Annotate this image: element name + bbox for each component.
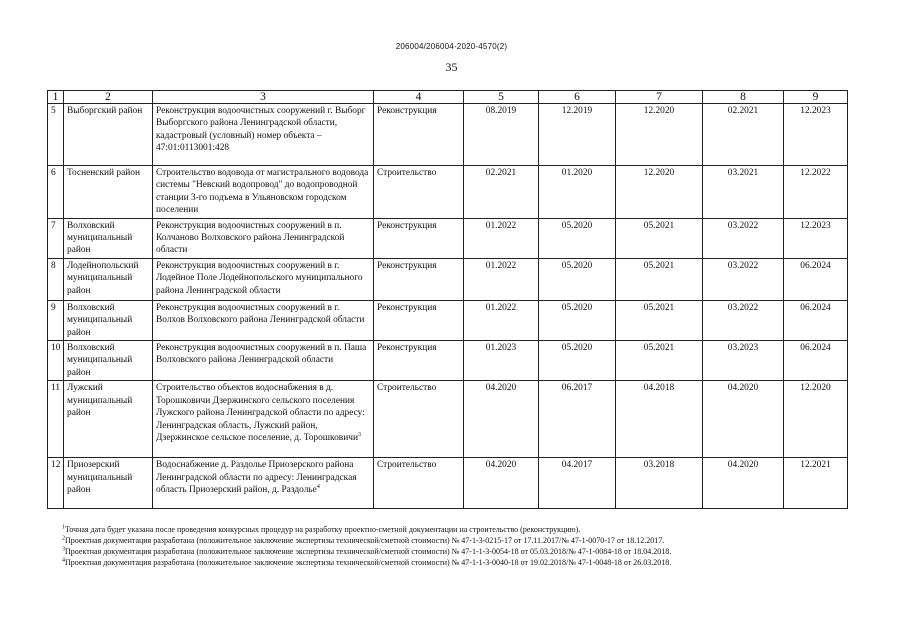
row-number-cell [48, 300, 64, 340]
date-text: 06.2017 [561, 383, 593, 394]
date-text: 01.2022 [485, 302, 517, 313]
object-cell [153, 300, 374, 340]
table-row [48, 104, 848, 166]
table-row [48, 166, 848, 219]
date-text: 04.2020 [485, 383, 517, 394]
object-cell [153, 104, 374, 166]
date-text: 03.2022 [727, 260, 759, 271]
date-text: 03.2023 [727, 343, 759, 354]
date-text: 05.2021 [643, 343, 675, 354]
work-type-text: Реконструкция [377, 106, 437, 116]
date-text: 05.2020 [561, 302, 593, 313]
date-text: 05.2020 [561, 260, 593, 271]
date-text: 04.2020 [727, 460, 759, 471]
date-cell [784, 458, 848, 509]
date-cell [703, 104, 784, 166]
date-cell [616, 218, 703, 258]
date-text: 02.2021 [727, 106, 759, 116]
page-number: 35 [445, 60, 458, 74]
date-cell [539, 166, 616, 219]
date-text: 04.2017 [561, 460, 593, 471]
date-cell [703, 166, 784, 219]
district-cell [64, 166, 153, 219]
table-row [48, 218, 848, 258]
footnote-text: Проектная документация разработана (положительное заключение экспертизы технической/сметной стоимости) № 47-1-1-3-0040-18 от 19.02.2018/№ 47-1-0048-18 от 26.03.2018. [65, 558, 672, 567]
date-cell [539, 258, 616, 300]
district-text: Лодейнопольский муниципальный район [67, 260, 139, 296]
district-cell [64, 218, 153, 258]
object-text: Реконструкция водоочистных сооружений в п. Паша Волховского района Ленинградской области [156, 343, 367, 366]
date-text: 03.2022 [727, 302, 759, 313]
footnote-mark: 1 [62, 524, 65, 531]
district-text: Тосненский район [67, 168, 140, 178]
date-cell [464, 258, 539, 300]
date-text: 06.2024 [800, 343, 831, 354]
date-text: 12.2023 [800, 220, 831, 231]
district-text: Волховский муниципальный район [67, 302, 133, 338]
object-cell [153, 341, 374, 381]
date-cell [703, 258, 784, 300]
object-text: Строительство водовода от магистрального водовода системы "Невский водопровод" до водопроводной станции 3-го подъема в Ульяновском городском поселении [156, 168, 369, 216]
date-text: 12.2020 [643, 168, 675, 178]
row-number-text: 7 [51, 220, 56, 231]
object-cell [153, 258, 374, 300]
row-number-text: 5 [51, 106, 56, 116]
date-text: 12.2022 [800, 168, 831, 178]
work-type-cell [374, 218, 464, 258]
date-text: 12.2020 [643, 106, 675, 116]
object-cell [153, 218, 374, 258]
district-text: Волховский муниципальный район [67, 343, 133, 378]
row-number-cell [48, 341, 64, 381]
date-cell [616, 300, 703, 340]
work-type-text: Реконструкция [377, 220, 437, 231]
work-type-text: Строительство [377, 383, 437, 394]
date-cell [784, 104, 848, 166]
row-number-text: 11 [51, 383, 61, 394]
district-cell [64, 381, 153, 458]
work-type-cell [374, 341, 464, 381]
date-cell [784, 218, 848, 258]
date-cell [616, 381, 703, 458]
column-header: 2 [64, 91, 153, 104]
work-type-cell [374, 258, 464, 300]
date-cell [616, 166, 703, 219]
date-text: 05.2020 [561, 343, 593, 354]
date-text: 04.2020 [727, 383, 759, 394]
district-cell [64, 300, 153, 340]
date-cell [539, 341, 616, 381]
date-text: 01.2022 [485, 220, 517, 231]
footnote-reference: 4 [316, 483, 320, 490]
work-type-text: Реконструкция [377, 260, 437, 271]
date-text: 12.2021 [800, 460, 831, 471]
footnote-text: Проектная документация разработана (положительное заключение экспертизы технической/сметной стоимости) № 47-1-1-3-0054-18 от 05.03.2018/№ 47-1-0084-18 от 18.04.2018. [65, 547, 672, 556]
table-row [48, 458, 848, 509]
date-cell [703, 300, 784, 340]
column-header: 7 [616, 91, 703, 104]
column-header: 1 [48, 91, 64, 104]
date-cell [703, 341, 784, 381]
work-type-cell [374, 166, 464, 219]
row-number-text: 9 [51, 302, 56, 313]
object-text: Реконструкция водоочистных сооружений в г. Лодейное Поле Лодейнопольского муниципального района Ленинградской области [156, 260, 363, 296]
date-cell [464, 458, 539, 509]
footnote-mark: 2 [62, 535, 65, 542]
date-cell [616, 104, 703, 166]
district-cell [64, 341, 153, 381]
date-cell [464, 300, 539, 340]
row-number-text: 10 [51, 343, 61, 354]
row-number-cell [48, 381, 64, 458]
object-text: Реконструкция водоочистных сооружений в г. Волхов Волховского района Ленинградской области [156, 302, 365, 326]
row-number-cell [48, 166, 64, 219]
date-cell [616, 341, 703, 381]
date-text: 03.2022 [727, 220, 759, 231]
district-text: Лужский муниципальный район [67, 383, 133, 419]
district-cell [64, 104, 153, 166]
table-header-row [48, 91, 848, 104]
date-cell [464, 341, 539, 381]
table-row [48, 341, 848, 381]
object-cell [153, 166, 374, 219]
work-type-text: Реконструкция [377, 343, 437, 354]
row-number-text: 8 [51, 260, 56, 271]
column-header: 9 [784, 91, 848, 104]
object-text: Реконструкция водоочистных сооружений г. Выборг Выборгского района Ленинградской области, кадастровый (условный) номер объекта – 47:01:0113001:428 [156, 106, 366, 154]
district-text: Волховский муниципальный район [67, 220, 133, 256]
column-header: 5 [464, 91, 539, 104]
work-type-cell [374, 458, 464, 509]
date-cell [616, 458, 703, 509]
date-text: 04.2020 [485, 460, 517, 471]
footnote-mark: 3 [62, 546, 65, 553]
footnote [62, 546, 842, 557]
date-text: 01.2022 [485, 260, 517, 271]
district-text: Приозерский муниципальный район [67, 460, 133, 496]
work-type-cell [374, 300, 464, 340]
date-cell [464, 104, 539, 166]
date-text: 01.2023 [485, 343, 517, 354]
district-text: Выборгский район [67, 106, 143, 116]
object-cell [153, 381, 374, 458]
work-type-text: Реконструкция [377, 302, 437, 313]
date-text: 05.2021 [643, 302, 675, 313]
district-cell [64, 458, 153, 509]
footnote [62, 557, 842, 568]
column-header: 4 [374, 91, 464, 104]
date-text: 02.2021 [485, 168, 517, 178]
work-type-cell [374, 381, 464, 458]
date-text: 12.2023 [800, 106, 831, 116]
row-number-text: 12 [51, 460, 61, 471]
date-cell [464, 166, 539, 219]
object-cell [153, 458, 374, 509]
date-cell [784, 258, 848, 300]
row-number-text: 6 [51, 168, 56, 178]
date-text: 08.2019 [485, 106, 517, 116]
date-text: 12.2019 [561, 106, 593, 116]
date-text: 05.2020 [561, 220, 593, 231]
date-cell [539, 218, 616, 258]
footnote-text: Проектная документация разработана (положительное заключение экспертизы технической/сметной стоимости) № 47-1-3-0215-17 от 17.11.2017/№ 47-1-0070-17 от 18.12.2017. [65, 536, 665, 545]
date-text: 04.2018 [643, 383, 675, 394]
row-number-cell [48, 458, 64, 509]
work-type-text: Строительство [377, 460, 437, 471]
row-number-cell [48, 218, 64, 258]
work-type-text: Строительство [377, 168, 437, 178]
date-text: 01.2020 [561, 168, 593, 178]
date-cell [539, 300, 616, 340]
object-text: Водоснабжение д. Раздолье Приозерского района Ленинградской области по адресу: Ленинградская область Приозерский район, д. Раздолье [156, 460, 357, 496]
row-number-cell [48, 258, 64, 300]
date-cell [784, 300, 848, 340]
document-id: 206004/206004-2020-4570(2) [395, 42, 508, 51]
row-number-cell [48, 104, 64, 166]
footnote-text: Точная дата будет указана после проведения конкурсных процедур на разработку проектно-сметной документации на строительство (реконструкцию). [65, 525, 581, 534]
date-cell [539, 104, 616, 166]
footnotes [62, 524, 842, 568]
table-row [48, 258, 848, 300]
projects-table [47, 90, 848, 509]
table-row [48, 381, 848, 458]
date-text: 12.2020 [800, 383, 831, 394]
date-cell [703, 458, 784, 509]
table-row [48, 300, 848, 340]
column-header: 8 [703, 91, 784, 104]
date-text: 05.2021 [643, 220, 675, 231]
footnote [62, 524, 842, 535]
district-cell [64, 258, 153, 300]
date-cell [784, 341, 848, 381]
work-type-cell [374, 104, 464, 166]
date-text: 06.2024 [800, 260, 831, 271]
footnote-reference: 3 [357, 431, 361, 438]
date-cell [539, 458, 616, 509]
date-cell [464, 218, 539, 258]
object-text: Реконструкция водоочистных сооружений в п. Колчаново Волховского района Ленинградской области [156, 220, 345, 256]
date-text: 03.2018 [643, 460, 675, 471]
date-cell [703, 218, 784, 258]
date-cell [703, 381, 784, 458]
object-text: Строительство объектов водоснабжения в д. Торошковичи Дзержинского сельского поселения Лужского района Ленинградской области по адресу: Ленинградская область, Лужский район, Дзержинское сельское поселение, д. Торошковичи [156, 383, 365, 443]
date-cell [784, 166, 848, 219]
date-cell [784, 381, 848, 458]
date-cell [616, 258, 703, 300]
footnote-mark: 4 [62, 557, 65, 564]
footnote [62, 535, 842, 546]
date-text: 06.2024 [800, 302, 831, 313]
column-header: 3 [153, 91, 374, 104]
date-text: 03.2021 [727, 168, 759, 178]
date-cell [464, 381, 539, 458]
date-text: 05.2021 [643, 260, 675, 271]
date-cell [539, 381, 616, 458]
column-header: 6 [539, 91, 616, 104]
